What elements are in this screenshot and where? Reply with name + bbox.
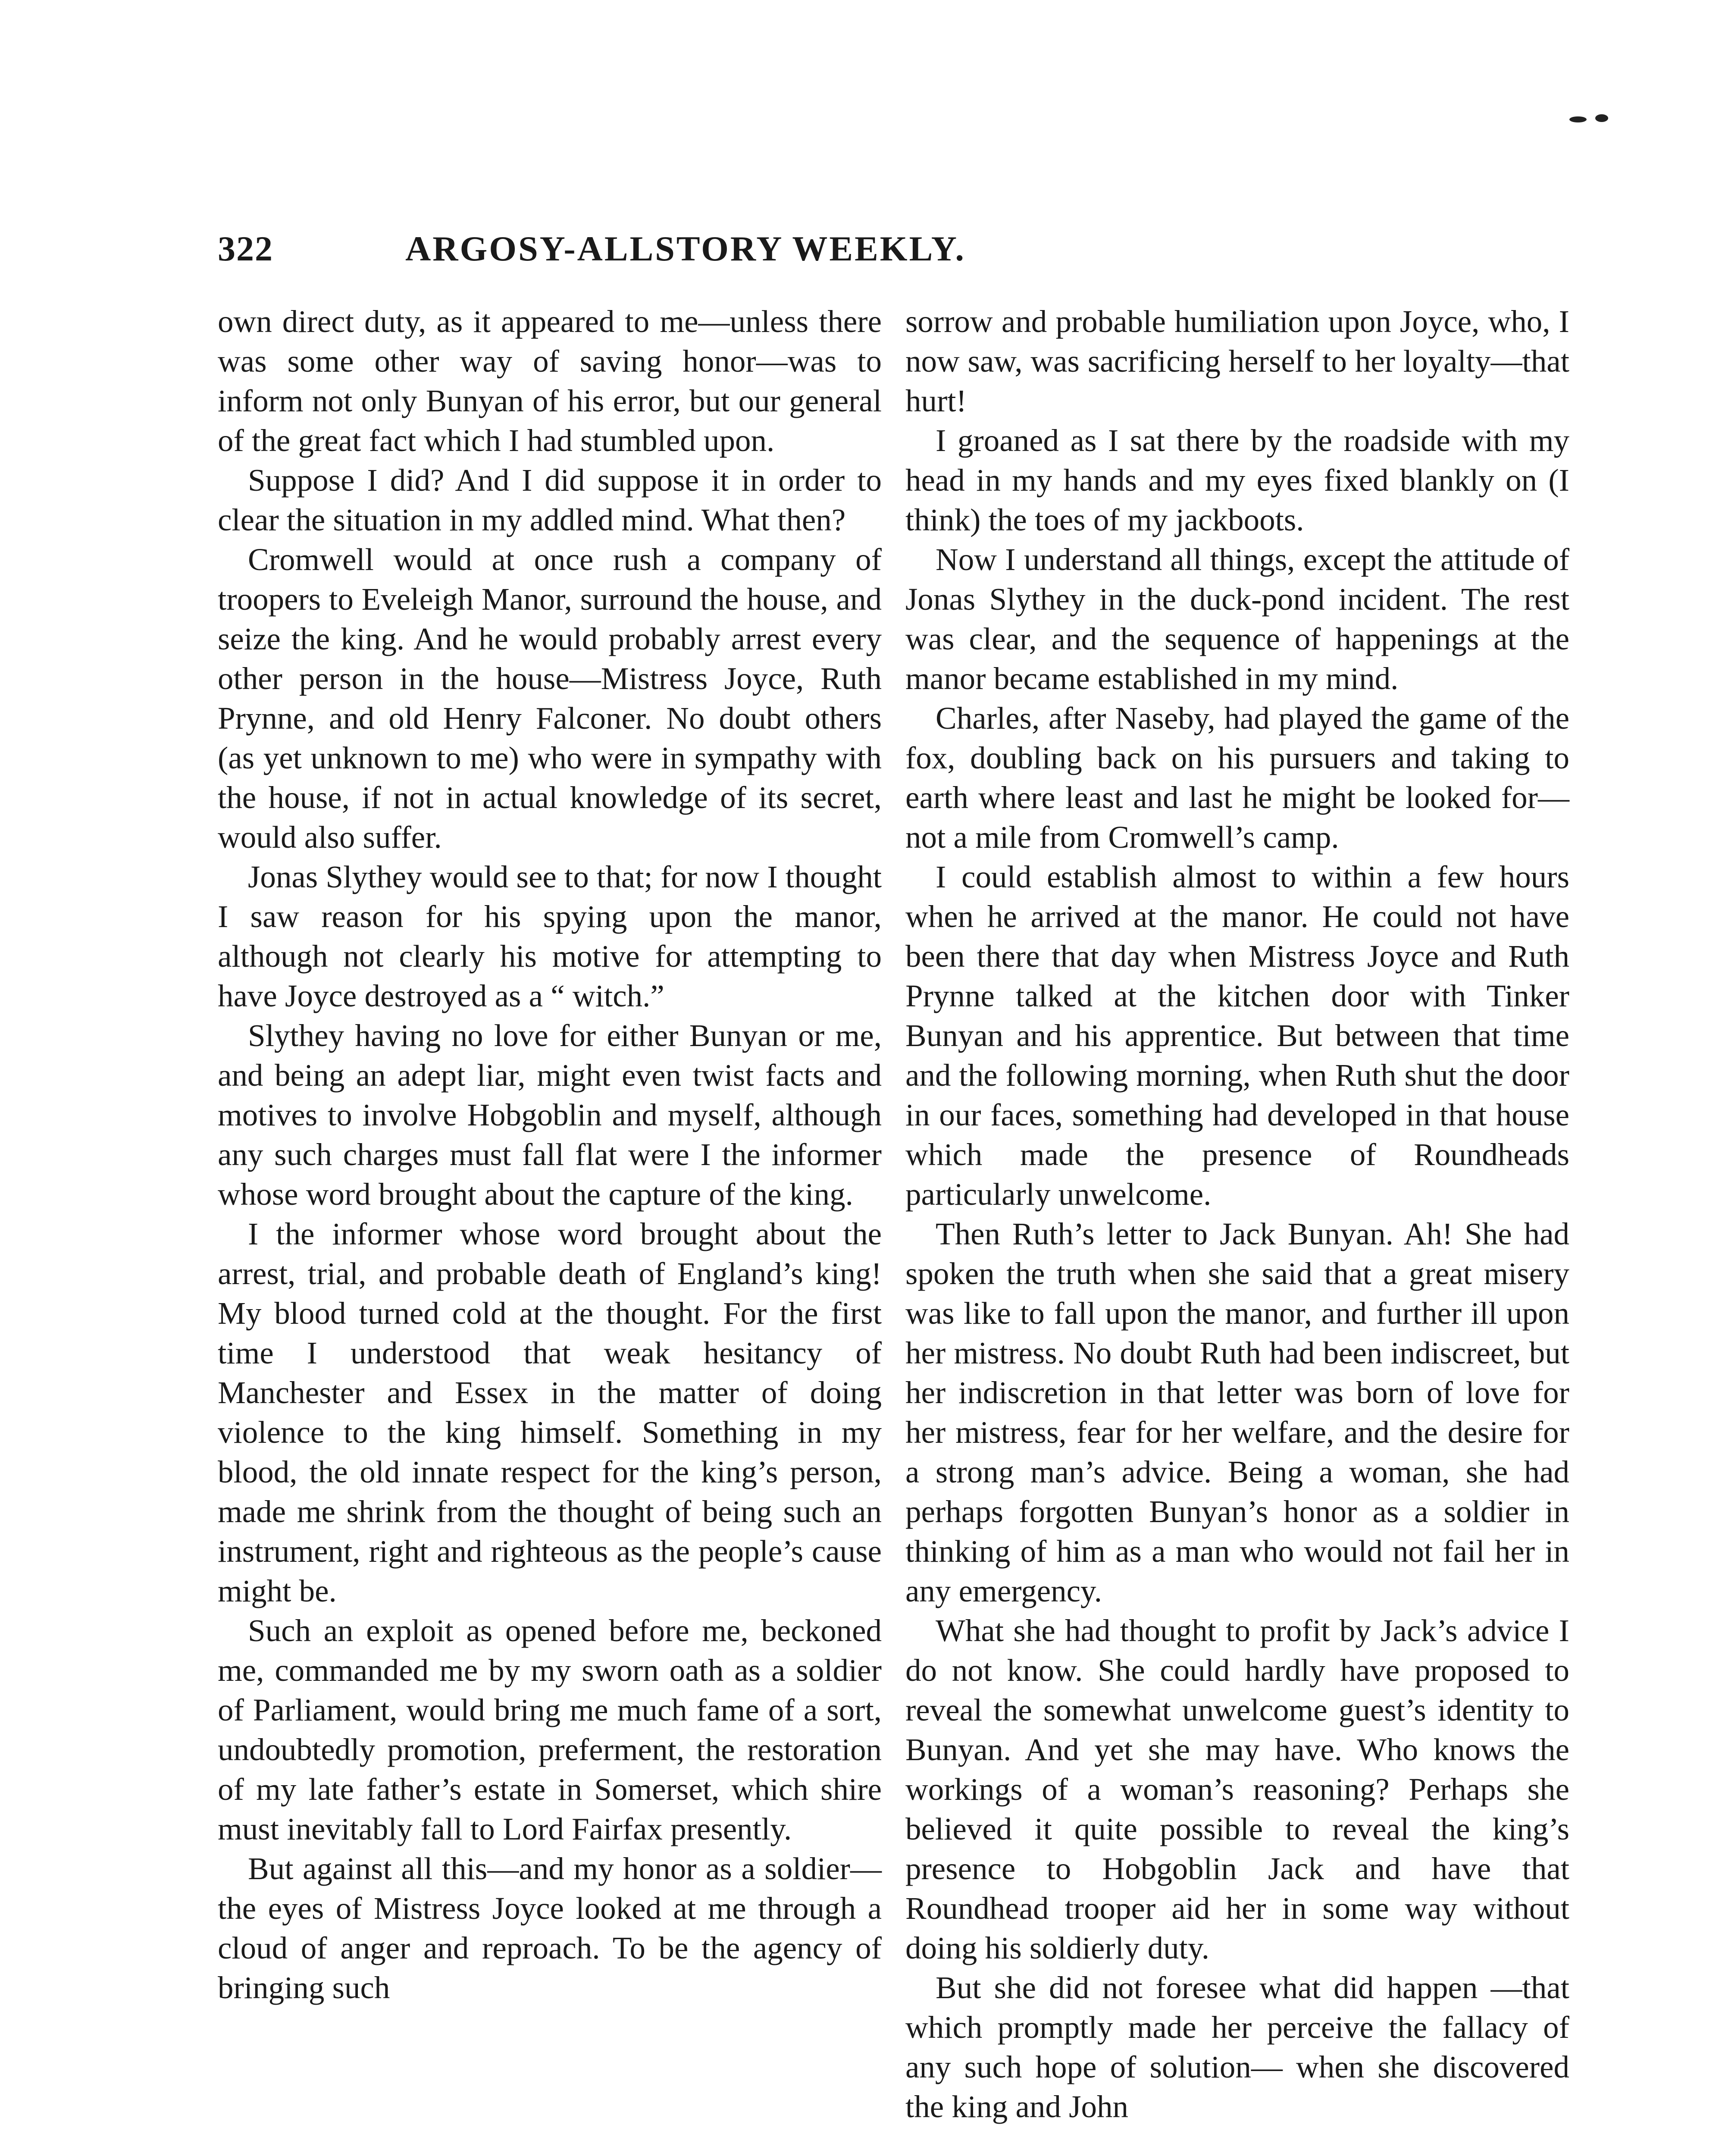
paragraph: Charles, after Naseby, had played the game of the fox, doubling back on his pursuers and taking to earth where least and last he might be looked for—not a mile from Cromwell’s camp.	[905, 701, 1569, 855]
page-number: 322	[218, 229, 273, 268]
paragraph: sorrow and probable humiliation upon Joyce, who, I now saw, was sacrificing herself to her loyalty—that hurt!	[905, 304, 1569, 418]
scan-mark	[1569, 116, 1587, 122]
paragraph: What she had thought to profit by Jack’s advice I do not know. She could hardly have proposed to reveal the somewhat unwelcome guest’s identity to Bunyan. And yet she may have. Who knows the workings of a woman’s reasoning? Perhaps she believed it quite possible to reveal the king’s presence to Hobgoblin Jack and have that Roundhead trooper aid her in some way without doing his soldierly duty.	[905, 1613, 1569, 1965]
paragraph: But she did not foresee what did happen —that which promptly made her perceive the fallacy of any such hope of solution— when she discovered the king and John	[905, 1970, 1569, 2124]
running-head: ARGOSY-ALLSTORY WEEKLY.	[405, 229, 966, 268]
paragraph: Jonas Slythey would see to that; for now I thought I saw reason for his spying upon the manor, although not clearly his motive for attempting to have Joyce destroyed as a “ witch.”	[218, 859, 882, 1013]
paragraph: Suppose I did? And I did suppose it in order to clear the situation in my addled mind. What then?	[218, 463, 882, 537]
paragraph: Cromwell would at once rush a company of troopers to Eveleigh Manor, surround the house, and seize the king. And he would probably arrest every other person in the house—Mistress Joyce, Ruth Prynne, and old Henry Falconer. No doubt others (as yet unknown to me) who were in sympathy with the house, if not in actual knowledge of its secret, would also suffer.	[218, 542, 882, 855]
paragraph: own direct duty, as it appeared to me—unless there was some other way of saving honor—was to inform not only Bunyan of his error, but our general of the great fact which I had stumbled upon.	[218, 304, 882, 458]
page-header	[218, 229, 1153, 280]
paragraph: Such an exploit as opened before me, beckoned me, commanded me by my sworn oath as a soldier of Parliament, would bring me much fame of a sort, undoubtedly promotion, preferment, the restoration of my late father’s estate in Somerset, which shire must inevitably fall to Lord Fairfax presently.	[218, 1613, 882, 1846]
left-column	[218, 302, 882, 2008]
scan-mark	[1595, 114, 1608, 122]
paragraph: But against all this—and my honor as a soldier—the eyes of Mistress Joyce looked at me through a cloud of anger and reproach. To be the agency of bringing such	[218, 1851, 882, 2005]
paragraph: I could establish almost to within a few hours when he arrived at the manor. He could not have been there that day when Mistress Joyce and Ruth Prynne talked at the kitchen door with Tinker Bunyan and his apprentice. But between that time and the following morning, when Ruth shut the door in our faces, something had developed in that house which made the presence of Roundheads particularly unwelcome.	[905, 859, 1569, 1212]
right-column	[905, 302, 1569, 2127]
paragraph: I the informer whose word brought about the arrest, trial, and probable death of England’s king! My blood turned cold at the thought. For the first time I understood that weak hesitancy of Manchester and Essex in the matter of doing violence to the king himself. Something in my blood, the old innate respect for the king’s person, made me shrink from the thought of being such an instrument, right and righteous as the people’s cause might be.	[218, 1216, 882, 1608]
paragraph: I groaned as I sat there by the roadside with my head in my hands and my eyes fixed blankly on (I think) the toes of my jackboots.	[905, 423, 1569, 537]
paragraph: Slythey having no love for either Bunyan or me, and being an adept liar, might even twist facts and motives to involve Hobgoblin and myself, although any such charges must fall flat were I the informer whose word brought about the capture of the king.	[218, 1018, 882, 1212]
paragraph: Now I understand all things, except the attitude of Jonas Slythey in the duck-pond incident. The rest was clear, and the sequence of happenings at the manor became established in my mind.	[905, 542, 1569, 696]
paragraph: Then Ruth’s letter to Jack Bunyan. Ah! She had spoken the truth when she said that a great misery was like to fall upon the manor, and further ill upon her mistress. No doubt Ruth had been indiscreet, but her indiscretion in that letter was born of love for her mistress, fear for her welfare, and the desire for a strong man’s advice. Being a woman, she had perhaps forgotten Bunyan’s honor as a soldier in thinking of him as a man who would not fail her in any emergency.	[905, 1216, 1569, 1608]
